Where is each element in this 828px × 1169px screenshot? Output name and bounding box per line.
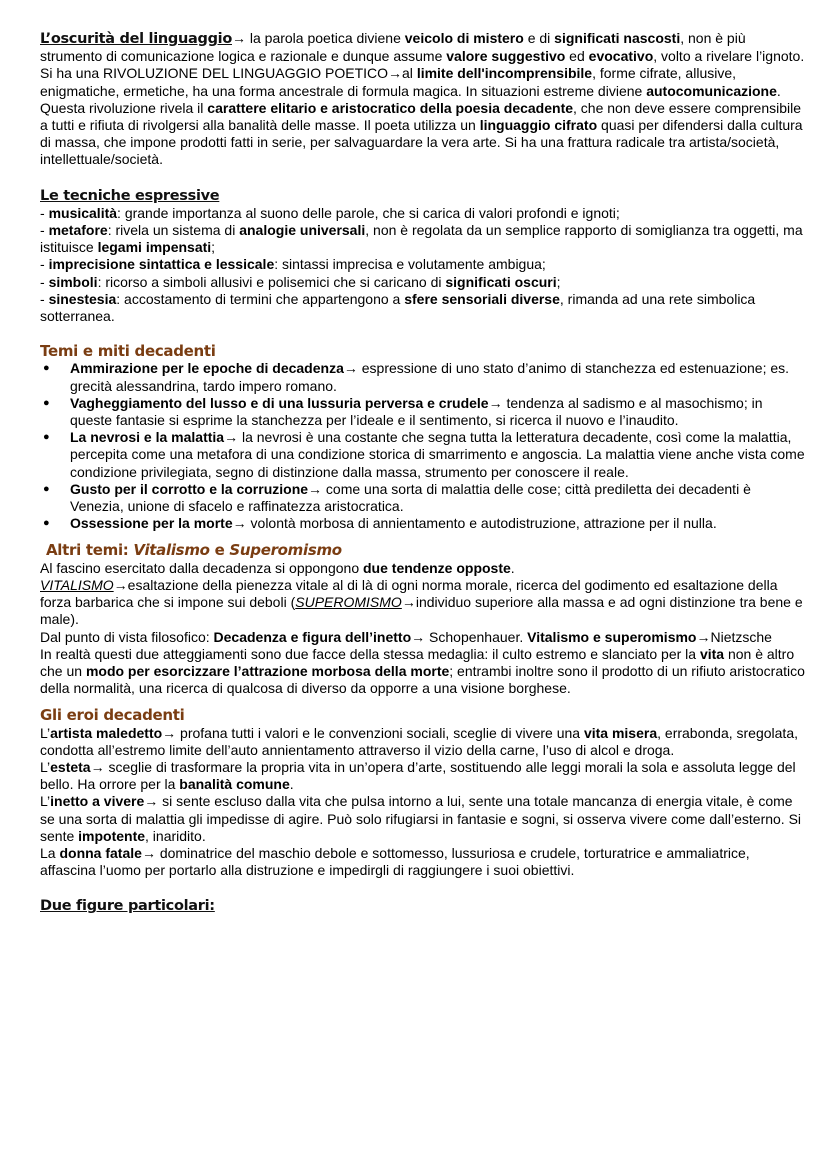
paragraph-elitario [40,100,808,169]
text-run: , inaridito. [145,827,206,844]
bold-text: analogie universali [239,222,366,239]
bold-text: modo per esorcizzare l’attrazione morbosa della morte [85,662,450,679]
bold-text: Ossessione per la morte [70,515,233,532]
list-item [40,360,808,394]
text-run: . [776,82,781,99]
paragraph-oscurita [40,30,808,65]
tecnica-line [40,205,808,222]
text-run: Al fascino esercitato dalla decadenza si oppongono [40,559,363,576]
bold-text: significati nascosti [554,30,681,46]
list-item [40,429,808,481]
text-run: , errabonda, sregolata, condotta all’estremo limite dell’auto annientamento attraverso il vizio della carne, l’uso di alcol e droga. [40,724,798,758]
text-run: →Nietzsche [696,628,772,645]
text-run: L’ [40,793,51,810]
text-run: → dominatrice del maschio debole e sottomesso, lussuriosa e crudele, torturatrice e ammaliatrice, affascina l’uomo per portarlo alla distruzione e impedirgli di raggiungere i suoi obiettivi. [40,844,750,879]
tecnica-line [40,222,808,256]
heading-altri-temi [40,542,808,559]
bold-text: artista maledetto [50,724,163,741]
bold-text: sinestesia [48,290,117,307]
text-run: - [40,256,49,273]
text-run: → volontà morbosa di annientamento e autodistruzione, attrazione per il nulla. [232,515,717,532]
text-run: - [40,273,49,290]
text-run: →esaltazione della pienezza vitale al di là di ogni norma morale, ricerca del godimento ed esaltazione della forza barbarica che si impone sui deboli ( [40,576,778,611]
paragraph-filosofico [40,629,808,646]
text-run: . [289,776,294,793]
heading-eroi: Gli eroi decadenti [40,706,185,725]
text-run: Dal punto di vista filosofico: [40,628,214,645]
bold-text: imprecisione sintattica e lessicale [48,256,275,273]
heading-superomismo: Superomismo [229,541,342,560]
text-run: → la parola poetica diviene [231,30,405,46]
text-run: , non è regolata da un semplice rapporto di somiglianza tra oggetti, ma istituisce [40,222,803,256]
tecnica-line [40,274,808,291]
bold-text: Gusto per il corrotto e la corruzione [70,480,309,497]
bold-text: valore suggestivo [446,48,566,65]
bold-text: vita misera [583,724,658,741]
bold-text: autocomunicazione [646,82,777,99]
text-run: In realtà questi due atteggiamenti sono due facce della stessa medaglia: il culto estremo e slanciato per la [40,645,700,662]
text-run: . [510,559,515,576]
heading-temi: Temi e miti decadenti [40,342,216,361]
bold-text: impotente [78,827,146,844]
bold-text: Vitalismo e superomismo [527,628,697,645]
text-run: → espressione di uno stato d’animo di stanchezza ed estenuazione; es. grecità alessandrina, tardo impero romano. [70,360,790,394]
bold-text: Vagheggiamento del lusso e di una lussuria perversa e crudele [70,394,489,411]
text-run: non è altro che un [40,645,795,679]
text-run: ; [556,273,561,290]
heading-oscurita: L’oscurità del linguaggio [40,31,232,47]
text-run: , non è più strumento di comunicazione logica e razionale e dunque assume [40,30,746,65]
bold-text: evocativo [588,48,654,65]
text-run: → sceglie di trasformare la propria vita in un’opera d’arte, sostituendo alle leggi morali la sola e assoluta legge del bello. Ha orrore per la [40,758,796,793]
paragraph-medaglia [40,646,808,698]
text-run: → la nevrosi è una costante che segna tutta la letteratura decadente, così come la malattia, percepita come una metafora di una condizione storica di smarrimento e angoscia. La malattia viene anche vista come condizione privilegiata, segno di distinzione dalla massa, strumento per conoscere il reale. [70,429,805,480]
list-item [40,395,808,429]
tecnica-line [40,256,808,273]
text-run: L’ [40,758,51,775]
list-item [40,515,808,532]
text-run: , volto a rivelare l’ignoto. [653,48,805,65]
text-run: → tendenza al sadismo e al masochismo; in queste fantasie si esprime la stanchezza per l’ideale e il sentimento, si ricerca il nuovo e l’inaudito. [70,394,763,429]
heading-vitalismo: Vitalismo [133,541,210,560]
text-run: : grande importanza al suono delle parole, che si carica di valori profondi e ignoti; [117,204,620,221]
bold-text: significati oscuri [445,273,557,290]
tecnica-line [40,291,808,325]
text-run: - [40,204,49,221]
text-run: : rivela un sistema di [107,222,240,239]
text-run: Si ha una RIVOLUZIONE DEL LINGUAGGIO POETICO→al [40,65,417,82]
bold-text: simboli [48,273,98,290]
bold-text: donna fatale [59,844,142,861]
text-run: e di [523,30,555,46]
heading-due-figure: Due figure particolari: [40,898,215,915]
text-run: ; entrambi inoltre sono il prodotto di un rifiuto aristocratico della normalità, una ricerca di qualcosa di diverso da opporre a una visione borghese. [40,662,805,697]
bold-text: banalità comune [179,776,290,793]
text-run: →individuo superiore alla massa e ad ogni distinzione tra bene e male). [40,594,803,628]
text-run: → come una sorta di malattia delle cose; città prediletta dei decadenti è Venezia, unione di sfacelo e raffinatezza aristocratica. [70,480,751,515]
bold-text: Decadenza e figura dell’inetto [213,628,412,645]
text-run: → si sente escluso dalla vita che pulsa intorno a lui, sente una totale mancanza di energia vitale, è come se una sorta di malattia gli impedisse di agire. Può solo rifugiarsi in fantasie e sogni, si osserva vivere come dall’esterno. Si sente [40,793,802,844]
bold-text: La nevrosi e la malattia [70,429,225,446]
underlined-term: SUPEROMISMO [295,594,402,611]
underlined-term: VITALISMO [40,576,114,593]
bold-text: linguaggio cifrato [479,117,598,134]
paragraph-artista [40,725,808,759]
text-run: - [40,222,49,239]
bold-text: esteta [50,758,91,775]
paragraph-donna-fatale [40,845,808,879]
bold-text: limite dell'incomprensibile [416,65,593,82]
bold-text: due tendenze opposte [363,559,511,576]
text-run: ed [565,48,589,65]
bold-text: inetto a vivere [50,793,145,810]
bold-text: Ammirazione per le epoche di decadenza [70,360,344,377]
heading-altri-prefix: Altri temi: [46,541,134,560]
paragraph-tendenze [40,560,808,577]
text-run: : sintassi imprecisa e volutamente ambigua; [274,256,546,273]
heading-tecniche: Le tecniche espressive [40,187,220,204]
text-run: ; [211,239,216,256]
text-run: L’ [40,724,51,741]
text-run: → profana tutti i valori e le convenzioni sociali, sceglie di vivere una [162,724,584,741]
bold-text: carattere elitario e aristocratico della poesia decadente [207,99,574,116]
text-run: : ricorso a simboli allusivi e polisemici che si caricano di [97,273,446,290]
text-run: , forme cifrate, allusive, enigmatiche, ermetiche, ha una forma ancestrale di formula magica. In situazioni estreme diviene [40,65,737,99]
bold-text: vita [699,645,725,662]
document-page [40,30,808,916]
text-run: : accostamento di termini che appartengono a [116,290,405,307]
bold-text: metafore [48,222,108,239]
paragraph-vitalismo [40,577,808,629]
bold-text: veicolo di mistero [404,30,524,46]
text-run: - [40,290,49,307]
bold-text: musicalità [48,204,118,221]
heading-and: e [209,541,230,560]
paragraph-rivoluzione [40,65,808,99]
text-run: → Schopenhauer. [411,628,528,645]
text-run: quasi per difendersi dalla cultura di massa, che impone prodotti fatti in serie, per salvaguardare la vera arte. Si ha una frattura radicale tra artista/società, intellettuale/società. [40,117,803,168]
paragraph-inetto [40,793,808,845]
text-run: , che non deve essere comprensibile a tutti e rifiuta di rivolgersi alla banalità delle masse. Il poeta utilizza un [40,99,802,134]
text-run: Questa rivoluzione rivela il [40,99,208,116]
bold-text: sfere sensoriali diverse [404,290,560,307]
bold-text: legami impensati [97,239,212,256]
paragraph-esteta [40,759,808,793]
text-run: La [40,844,60,861]
temi-list [40,360,808,532]
list-item [40,481,808,515]
text-run: , rimanda ad una rete simbolica sotterranea. [40,290,756,325]
